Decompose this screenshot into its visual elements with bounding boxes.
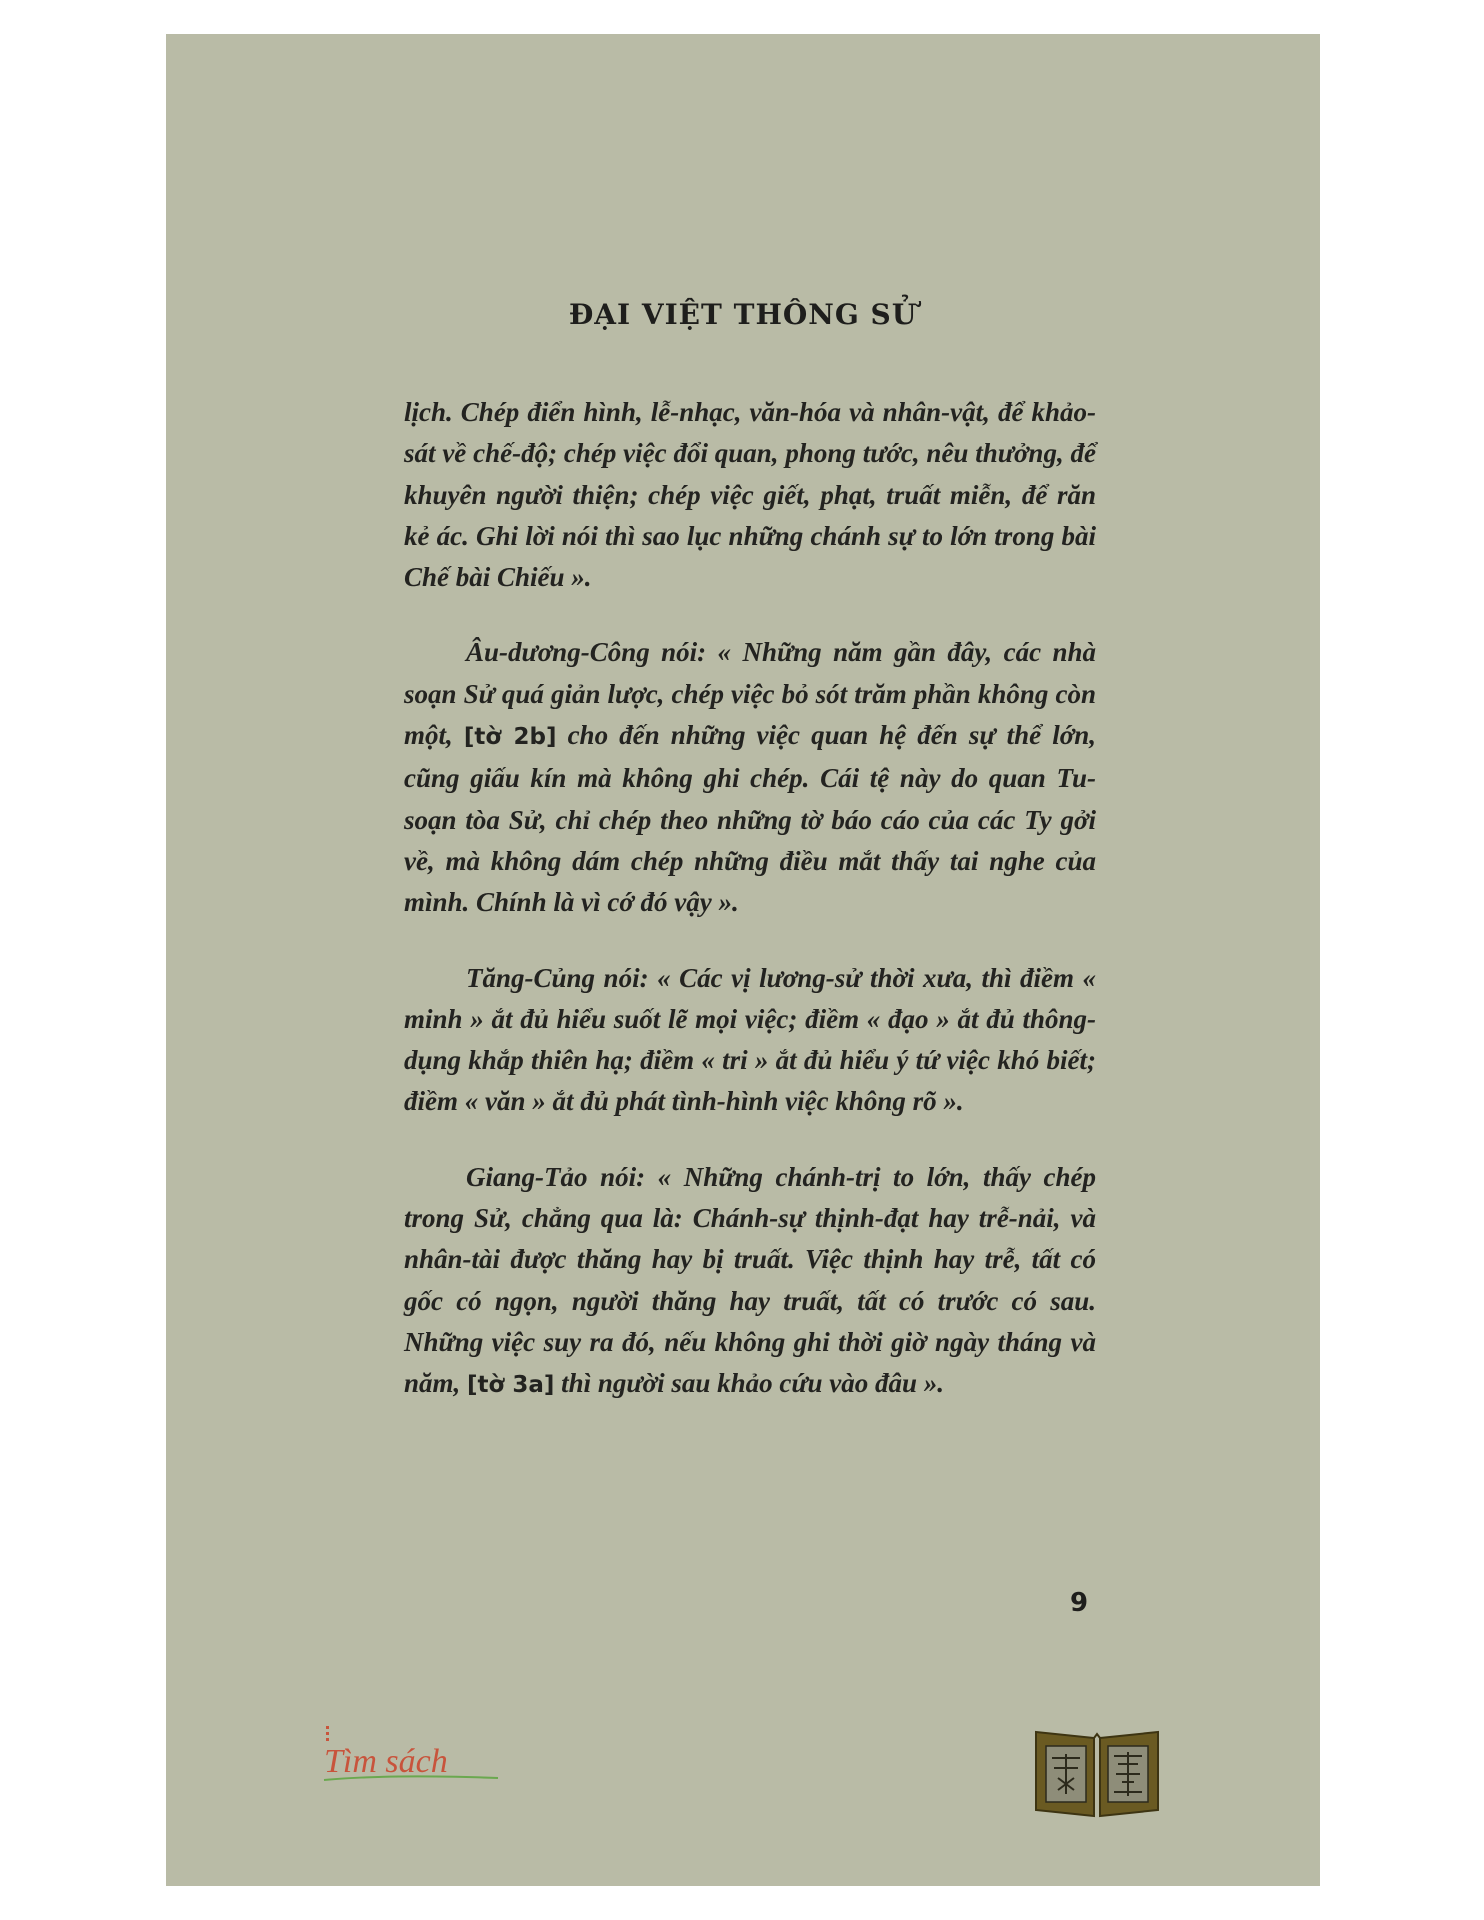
paragraph-text: Âu-dương-Công nói: « Những năm gần đây, các nhà soạn Sử quá giản lược, chép việc bỏ sót trăm phần không còn một, (404, 637, 1096, 751)
paragraph-text: Giang-Tảo nói: « Những chánh-trị to lớn, thấy chép trong Sử, chẳng qua là: Chánh-sự thịnh-đạt hay trễ-nải, và nhân-tài được thăng hay bị truất. Việc thịnh hay trễ, tất có gốc có ngọn, người thăng hay truất, tất có trước có sau. Những việc suy ra đó, nếu không ghi thời giờ ngày tháng và năm, (404, 1161, 1096, 1399)
open-book-seal-icon (1032, 1724, 1162, 1824)
paragraph (404, 632, 1096, 923)
timsach-logo (318, 1724, 508, 1798)
paragraph-text: Tăng-Củng nói: « Các vị lương-sử thời xưa, thì điềm « minh » ắt đủ hiểu suốt lẽ mọi việc; điềm « đạo » ắt đủ thông-dụng khắp thiên hạ; điềm « tri » ắt đủ hiểu ý tứ việc khó biết; điềm « văn » ắt đủ phát tình-hình việc không rõ ». (404, 962, 1096, 1117)
logo-text: Tìm sách (324, 1743, 448, 1780)
paragraph-text: cho đến những việc quan hệ đến sự thể lớn, cũng giấu kín mà không ghi chép. Cái tệ này do quan Tu-soạn tòa Sử, chỉ chép theo những tờ báo cáo của các Ty gởi về, mà không dám chép những điều mắt thấy tai nghe của mình. Chính là vì cớ đó vậy ». (404, 720, 1096, 918)
page-number: 9 (1070, 1588, 1089, 1618)
paragraph-text: thì người sau khảo cứu vào đâu ». (554, 1368, 945, 1399)
paragraph-text: lịch. Chép điển hình, lễ-nhạc, văn-hóa và nhân-vật, để khảo-sát về chế-độ; chép việc đổi quan, phong tước, nêu thưởng, để khuyên người thiện; chép việc giết, phạt, truất miễn, để răn kẻ ác. Ghi lời nói thì sao lục những chánh sự to lớn trong bài Chế bài Chiếu ». (404, 397, 1096, 593)
folio-reference: [tờ 3a] (467, 1372, 555, 1399)
body-text (404, 392, 1096, 1441)
paragraph (404, 958, 1096, 1123)
folio-reference: [tờ 2b] (463, 724, 557, 751)
book-page (166, 34, 1320, 1886)
running-header: ĐẠI VIỆT THÔNG SỬ (568, 298, 918, 331)
paragraph (404, 392, 1096, 598)
paragraph (404, 1157, 1096, 1407)
